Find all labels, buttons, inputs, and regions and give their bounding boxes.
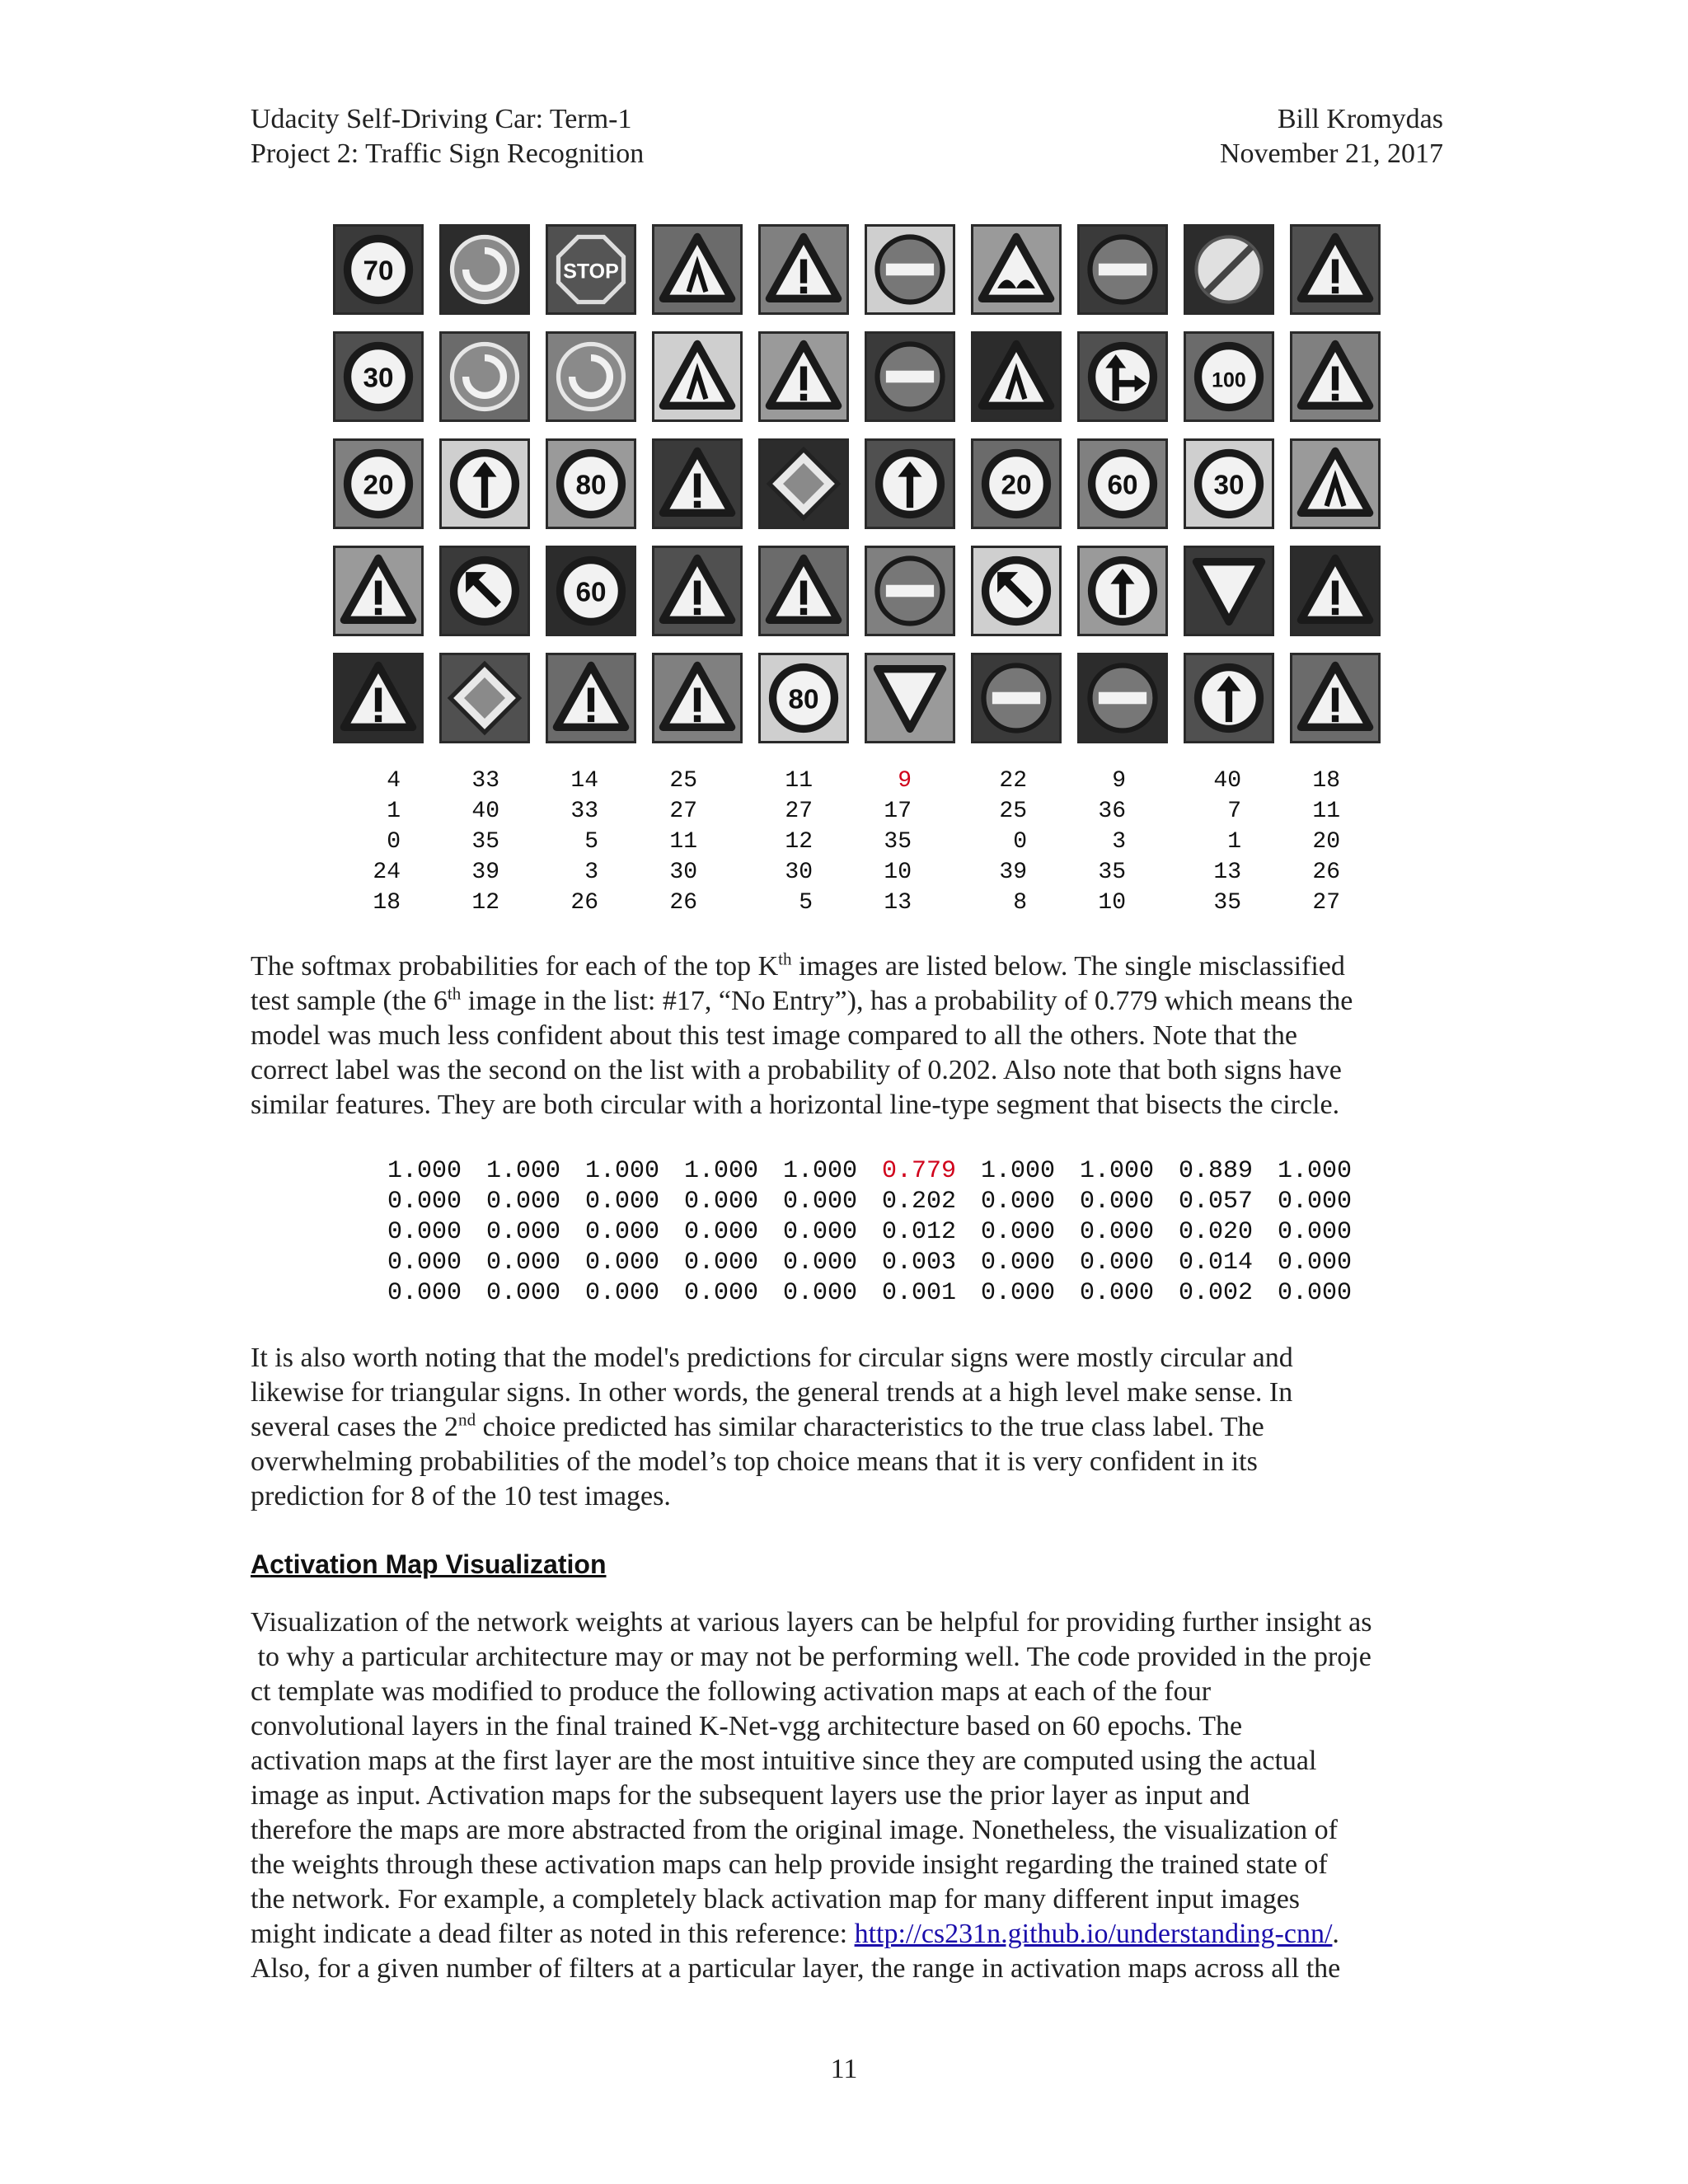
speed-limit-20-icon: [973, 441, 1059, 527]
sign-image-tile: [439, 331, 530, 422]
svg-text:60: 60: [1107, 470, 1138, 501]
table-cell: 0.000: [485, 1279, 560, 1307]
table-cell: 1.000: [683, 1157, 758, 1185]
speed-limit-60-icon: [1080, 441, 1165, 527]
sign-image-tile: [1184, 224, 1274, 315]
document-date: November 21, 2017: [1219, 138, 1443, 169]
table-cell: 0.000: [980, 1188, 1055, 1216]
table-cell: 0.889: [1178, 1157, 1253, 1185]
general-caution-icon: [654, 441, 740, 527]
sign-image-tile: [333, 438, 424, 529]
road-work-icon: [973, 334, 1059, 419]
sign-image-tile: [758, 224, 849, 315]
sign-image-tile: [652, 224, 743, 315]
table-cell: 1.000: [980, 1157, 1055, 1185]
svg-text:80: 80: [575, 470, 607, 501]
sign-image-tile: [333, 546, 424, 636]
table-cell: 13: [1213, 860, 1241, 885]
table-cell: 40: [1213, 768, 1241, 794]
table-cell: 25: [999, 799, 1027, 824]
table-cell: 9: [1112, 768, 1126, 794]
table-cell: 0.000: [1079, 1188, 1154, 1216]
sign-image-tile: [1077, 546, 1168, 636]
table-cell: 8: [1013, 890, 1027, 916]
general-caution-icon: [1292, 548, 1378, 634]
table-cell: 0.002: [1178, 1279, 1253, 1307]
sign-image-tile: [439, 546, 530, 636]
sign-image-tile: [333, 653, 424, 743]
general-caution-icon: [335, 655, 421, 741]
table-cell: 1.000: [387, 1157, 462, 1185]
table-cell: 1: [1227, 829, 1241, 855]
general-caution-icon: [335, 548, 421, 634]
sign-image-tile: [546, 546, 636, 636]
header-left: [251, 102, 644, 171]
table-cell: 0.000: [782, 1188, 857, 1216]
no-entry-icon: [867, 334, 953, 419]
table-cell: 0.000: [1079, 1279, 1154, 1307]
table-cell: 0.000: [782, 1249, 857, 1277]
table-cell: 26: [669, 890, 697, 916]
page-number: 11: [830, 2054, 858, 2084]
trends-paragraph: It is also worth noting that the model's predictions for circular signs were mostly circular and likewise for triangular signs. In other words, the general trends at a high level make sense. In several cases the 2nd choice predicted has similar characteristics to the true class label. The overwhelming probabilities of the model’s top choice means that it is very confident in its prediction for 8 of the 10 test images.: [251, 1343, 1293, 1511]
stop-sign-icon: [548, 227, 634, 312]
table-cell: 40: [471, 799, 499, 824]
table-cell: 0.000: [584, 1279, 659, 1307]
roundabout-icon: [442, 227, 528, 312]
table-cell: 12: [785, 829, 813, 855]
sign-image-tile: [546, 438, 636, 529]
table-cell: 0.000: [1277, 1279, 1352, 1307]
sign-image-tile: [1290, 546, 1381, 636]
table-cell: 0.000: [584, 1188, 659, 1216]
table-cell: 0.000: [485, 1218, 560, 1246]
table-cell: 18: [1312, 768, 1340, 794]
table-cell: 30: [669, 860, 697, 885]
sign-image-tile: [971, 546, 1062, 636]
general-caution-icon: [761, 334, 846, 419]
speed-limit-100-icon: [1186, 334, 1272, 419]
table-cell: 0.000: [683, 1188, 758, 1216]
general-caution-icon: [761, 227, 846, 312]
table-cell: 0.012: [881, 1218, 956, 1246]
table-cell: 27: [785, 799, 813, 824]
keep-straight-icon: [867, 441, 953, 527]
table-cell: 0: [1013, 829, 1027, 855]
table-cell: 11: [785, 768, 813, 794]
ahead-or-right-icon: [1080, 334, 1165, 419]
svg-text:80: 80: [788, 684, 819, 715]
keep-straight-icon: [1080, 548, 1165, 634]
general-caution-icon: [548, 655, 634, 741]
sign-image-tile: [1184, 438, 1274, 529]
table-cell: 5: [799, 890, 813, 916]
traffic-sign-image-grid: [333, 224, 1390, 752]
table-cell: 39: [471, 860, 499, 885]
header-right: [1220, 102, 1443, 171]
speed-limit-80-icon: [548, 441, 634, 527]
table-cell: 0.001: [881, 1279, 956, 1307]
sign-image-tile: [1184, 331, 1274, 422]
table-cell: 35: [471, 829, 499, 855]
table-cell: 0.000: [980, 1218, 1055, 1246]
priority-road-icon: [761, 441, 846, 527]
general-caution-icon: [1292, 655, 1378, 741]
sign-image-tile: [758, 653, 849, 743]
table-cell: 4: [387, 768, 401, 794]
table-cell: 10: [1098, 890, 1126, 916]
table-cell: 5: [584, 829, 598, 855]
road-work-icon: [654, 227, 740, 312]
table-cell: 22: [999, 768, 1027, 794]
table-cell: 27: [1312, 890, 1340, 916]
table-cell: 0.000: [980, 1279, 1055, 1307]
sign-image-tile: [1077, 438, 1168, 529]
sign-image-tile: [1290, 331, 1381, 422]
table-cell: 11: [1312, 799, 1340, 824]
table-cell: 33: [471, 768, 499, 794]
table-cell: 0.000: [387, 1279, 462, 1307]
table-cell: 36: [1098, 799, 1126, 824]
svg-text:100: 100: [1212, 368, 1246, 392]
table-cell: 12: [471, 890, 499, 916]
bumpy-road-icon: [973, 227, 1059, 312]
sign-image-tile: [971, 438, 1062, 529]
table-cell: 30: [785, 860, 813, 885]
sign-image-tile: [758, 438, 849, 529]
project-title: Project 2: Traffic Sign Recognition: [251, 138, 645, 169]
keep-left-icon: [973, 548, 1059, 634]
section-heading: Activation Map Visualization: [251, 1549, 607, 1579]
svg-text:70: 70: [363, 255, 394, 287]
road-work-icon: [1292, 441, 1378, 527]
table-cell: 0.020: [1178, 1218, 1253, 1246]
keep-straight-icon: [442, 441, 528, 527]
table-cell: 35: [1098, 860, 1126, 885]
speed-limit-70-icon: [335, 227, 421, 312]
keep-straight-icon: [1186, 655, 1272, 741]
sign-image-tile: [439, 438, 530, 529]
general-caution-icon: [1292, 227, 1378, 312]
priority-road-icon: [442, 655, 528, 741]
sign-image-tile: [652, 653, 743, 743]
table-cell: 0.000: [485, 1249, 560, 1277]
table-cell: 27: [669, 799, 697, 824]
table-cell: 3: [584, 860, 598, 885]
sign-image-tile: [1290, 224, 1381, 315]
table-cell: 1.000: [485, 1157, 560, 1185]
svg-text:STOP: STOP: [563, 260, 619, 284]
table-cell: 14: [570, 768, 598, 794]
table-cell: 0.000: [485, 1188, 560, 1216]
table-cell: 13: [884, 890, 912, 916]
sign-image-tile: [971, 331, 1062, 422]
sign-image-tile: [439, 653, 530, 743]
table-cell: 0.000: [782, 1279, 857, 1307]
table-cell: 17: [884, 799, 912, 824]
speed-limit-30-icon: [335, 334, 421, 419]
table-cell: 1.000: [584, 1157, 659, 1185]
sign-image-tile: [1077, 331, 1168, 422]
yield-icon: [867, 655, 953, 741]
table-cell: 0.000: [387, 1218, 462, 1246]
speed-limit-20-icon: [335, 441, 421, 527]
table-cell: 20: [1312, 829, 1340, 855]
sign-image-tile: [1290, 653, 1381, 743]
table-cell: 39: [999, 860, 1027, 885]
sign-image-tile: [1077, 653, 1168, 743]
roundabout-icon: [548, 334, 634, 419]
table-cell: 0.000: [1277, 1218, 1352, 1246]
table-cell: 0.000: [980, 1249, 1055, 1277]
table-cell: 0.014: [1178, 1249, 1253, 1277]
table-cell: 35: [884, 829, 912, 855]
table-cell: 0.000: [1079, 1249, 1154, 1277]
speed-limit-80-icon: [761, 655, 846, 741]
svg-text:30: 30: [363, 363, 394, 394]
table-cell: 9: [898, 768, 912, 794]
sign-image-tile: [971, 224, 1062, 315]
no-entry-icon: [867, 548, 953, 634]
table-cell: 0.000: [683, 1249, 758, 1277]
sign-image-tile: [546, 653, 636, 743]
general-caution-icon: [761, 548, 846, 634]
roundabout-icon: [442, 334, 528, 419]
sign-image-tile: [865, 224, 955, 315]
table-cell: 26: [570, 890, 598, 916]
sign-image-tile: [652, 438, 743, 529]
table-cell: 25: [669, 768, 697, 794]
no-entry-icon: [1080, 655, 1165, 741]
general-caution-icon: [1292, 334, 1378, 419]
table-cell: 0.000: [1277, 1188, 1352, 1216]
reference-link[interactable]: http://cs231n.github.io/understanding-cnn/: [854, 1919, 1333, 1949]
sign-image-tile: [1184, 653, 1274, 743]
table-cell: 0.000: [387, 1249, 462, 1277]
author-name: Bill Kromydas: [1277, 104, 1443, 134]
activation-map-paragraph: Visualization of the network weights at various layers can be helpful for providing further insight as to why a particular architecture may or may not be performing well. The code provided in the proje ct template was modified to produce the following activation maps at each of the four convolutional layers in the final trained K-Net-vgg architecture based on 60 epochs. The activation maps at the first layer are the most intuitive since they are computed using the actual image as input. Activation maps for the subsequent layers use the prior layer as input and therefore the maps are more abstracted from the original image. Nonetheless, the visualization of the weights through these activation maps can help provide insight regarding the trained state of the network. For example, a completely black activation map for many different input images might indicate a dead filter as noted in this reference: http://cs231n.github.io/understanding-cnn/. Also, for a given number of filters at a particular layer, the range in activation maps across all the: [251, 1607, 1372, 1984]
table-cell: 0.000: [683, 1279, 758, 1307]
sign-image-tile: [865, 331, 955, 422]
general-caution-icon: [654, 655, 740, 741]
table-cell: 1.000: [782, 1157, 857, 1185]
sign-image-tile: [1290, 438, 1381, 529]
table-cell: 10: [884, 860, 912, 885]
no-entry-icon: [867, 227, 953, 312]
table-cell: 0.779: [881, 1157, 956, 1185]
sign-image-tile: [652, 546, 743, 636]
speed-limit-30-icon: [1186, 441, 1272, 527]
sign-image-tile: [865, 438, 955, 529]
table-cell: 0.000: [1079, 1218, 1154, 1246]
table-cell: 0.003: [881, 1249, 956, 1277]
table-cell: 0.000: [584, 1218, 659, 1246]
sign-image-tile: [546, 331, 636, 422]
sign-image-tile: [333, 331, 424, 422]
course-title: Udacity Self-Driving Car: Term-1: [251, 104, 632, 134]
svg-text:20: 20: [1001, 470, 1032, 501]
sign-image-tile: [439, 224, 530, 315]
table-cell: 1.000: [1277, 1157, 1352, 1185]
svg-text:30: 30: [1213, 470, 1245, 501]
table-cell: 11: [669, 829, 697, 855]
sign-image-tile: [333, 224, 424, 315]
sign-image-tile: [546, 224, 636, 315]
table-cell: 3: [1112, 829, 1126, 855]
table-cell: 0.000: [584, 1249, 659, 1277]
svg-text:60: 60: [575, 577, 607, 608]
sign-image-tile: [971, 653, 1062, 743]
table-cell: 0.057: [1178, 1188, 1253, 1216]
softmax-paragraph: The softmax probabilities for each of the top $K^{th}$ images are listed below. The single misclassified test sample (the 6th image in the list: #17, “No Entry”), has a probability of 0.779 which means the model was much less confident about this test image compared to all the others. Note that the correct label was the second on the list with a probability of 0.202. Also note that both signs have similar features. They are both circular with a horizontal line-type segment that bisects the circle.: [251, 949, 1353, 1120]
table-cell: 0.000: [1277, 1249, 1352, 1277]
table-cell: 0.202: [881, 1188, 956, 1216]
end-of-limit-icon: [1186, 227, 1272, 312]
table-cell: 0.000: [683, 1218, 758, 1246]
table-cell: 0.000: [782, 1218, 857, 1246]
table-cell: 26: [1312, 860, 1340, 885]
table-cell: 0.000: [387, 1188, 462, 1216]
sign-image-tile: [1077, 224, 1168, 315]
table-cell: 18: [373, 890, 401, 916]
sign-image-tile: [758, 546, 849, 636]
speed-limit-60-icon: [548, 548, 634, 634]
svg-text:20: 20: [363, 470, 394, 501]
table-cell: 1.000: [1079, 1157, 1154, 1185]
road-work-icon: [654, 334, 740, 419]
table-cell: 1: [387, 799, 401, 824]
yield-icon: [1186, 548, 1272, 634]
sign-image-tile: [865, 653, 955, 743]
sign-image-tile: [865, 546, 955, 636]
general-caution-icon: [654, 548, 740, 634]
sign-image-tile: [652, 331, 743, 422]
no-entry-icon: [973, 655, 1059, 741]
table-cell: 33: [570, 799, 598, 824]
keep-left-icon: [442, 548, 528, 634]
sign-image-tile: [758, 331, 849, 422]
sign-image-tile: [1184, 546, 1274, 636]
table-cell: 24: [373, 860, 401, 885]
table-cell: 35: [1213, 890, 1241, 916]
no-entry-icon: [1080, 227, 1165, 312]
table-cell: 0: [387, 829, 401, 855]
table-cell: 7: [1227, 799, 1241, 824]
